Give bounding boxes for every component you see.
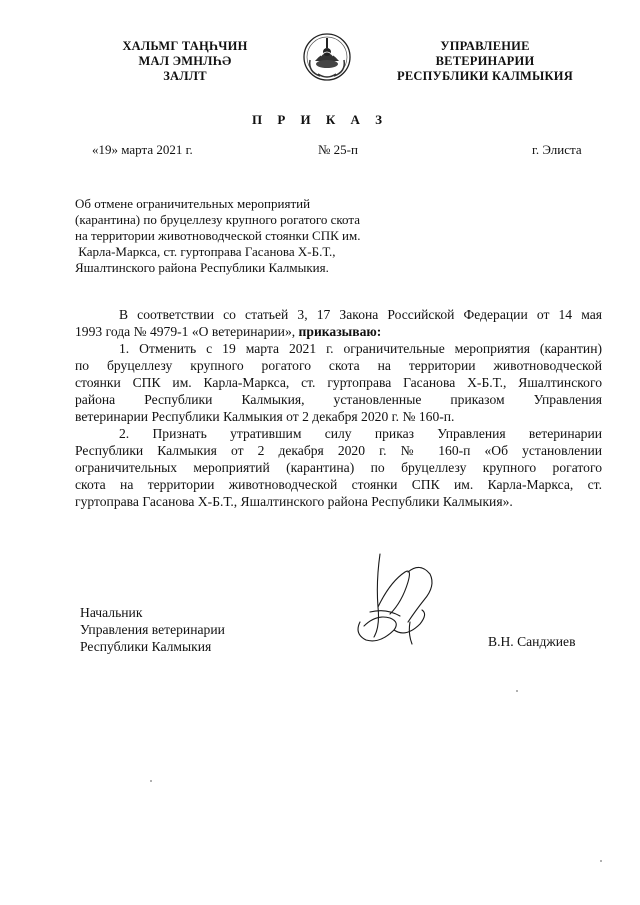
- header-left-line-3: ЗАЛЛТ: [163, 69, 207, 83]
- subject-line: Яшалтинского района Республики Калмыкия.: [75, 260, 329, 275]
- subject-line: (карантина) по бруцеллезу крупного рогатого скота: [75, 212, 360, 227]
- kalmykia-coat-of-arms-icon: [300, 28, 354, 86]
- order-date: «19» марта 2021 г.: [92, 142, 193, 157]
- item-1-line: 1. Отменить с 19 марта 2021 г. ограничительные мероприятия (карантин): [119, 341, 602, 356]
- intro-paragraph: [75, 306, 602, 340]
- subject-line: Карла-Маркса, ст. гуртоправа Гасанова Х-Б.Т.,: [75, 244, 336, 259]
- item-2-line: Республики Калмыкия от 2 декабря 2020 г. № 160-п «Об установлении: [75, 443, 602, 458]
- scan-speck: [516, 690, 518, 692]
- order-title: П Р И К А З: [251, 112, 389, 127]
- scan-speck: [150, 780, 152, 782]
- item-2-line: гуртоправа Гасанова Х-Б.Т., Яшалтинского района Республики Калмыкия».: [75, 494, 513, 509]
- item-1-line: стоянки СПК им. Карла-Маркса, ст. гуртоправа Гасанова Х-Б.Т., Яшалтинского: [75, 375, 602, 390]
- item-1-line: района Республики Калмыкия, установленные приказом Управления: [75, 392, 602, 407]
- intro-text: 1993 года № 4979-1 «О ветеринарии»,: [75, 324, 299, 339]
- scan-speck: [600, 860, 602, 862]
- order-number: № 25-п: [318, 142, 358, 157]
- order-body: [75, 306, 602, 510]
- item-2-line: скота на территории животноводческой стоянки СПК им. Карла-Маркса, ст.: [75, 477, 602, 492]
- position-line: Управления ветеринарии: [80, 622, 225, 637]
- header-right-line-1: УПРАВЛЕНИЕ: [440, 39, 530, 53]
- item-1-line: ветеринарии Республики Калмыкия от 2 декабря 2020 г. № 160-п.: [75, 409, 455, 424]
- intro-line-last: [75, 323, 602, 340]
- item-1-line: по бруцеллезу крупного рогатого скота на территории животноводческой: [75, 358, 602, 373]
- header-right-russian: [380, 39, 590, 84]
- header-right-line-2: ВЕТЕРИНАРИИ: [435, 54, 535, 68]
- item-2-line: ограничительных мероприятий (карантина) по бруцеллезу крупного рогатого: [75, 460, 602, 475]
- subject-line: Об отмене ограничительных мероприятий: [75, 196, 311, 211]
- subject-line: на территории животноводческой стоянки СПК им.: [75, 228, 361, 243]
- header-left-line-1: ХАЛЬМГ ТАҢҺЧИН: [122, 39, 248, 53]
- header-left-kalmyk: [90, 39, 280, 84]
- header-left-line-2: МАЛ ЭМНЛҺӘ: [138, 54, 232, 68]
- header-right-line-3: РЕСПУБЛИКИ КАЛМЫКИЯ: [397, 69, 573, 83]
- order-subject: [75, 196, 415, 276]
- item-2-line: 2. Признать утратившим силу приказ Управления ветеринарии: [119, 426, 602, 441]
- order-city: г. Элиста: [532, 142, 582, 157]
- item-1-paragraph: [75, 340, 602, 425]
- signatory-position: [80, 604, 225, 655]
- intro-line: В соответствии со статьей 3, 17 Закона Российской Федерации от 14 мая: [119, 307, 602, 322]
- intro-bold: приказываю:: [298, 324, 382, 339]
- signatory-name: В.Н. Санджиев: [488, 634, 576, 649]
- position-line: Начальник: [80, 605, 143, 620]
- position-line: Республики Калмыкия: [80, 639, 212, 654]
- item-2-paragraph: [75, 425, 602, 510]
- handwritten-signature: [350, 552, 460, 652]
